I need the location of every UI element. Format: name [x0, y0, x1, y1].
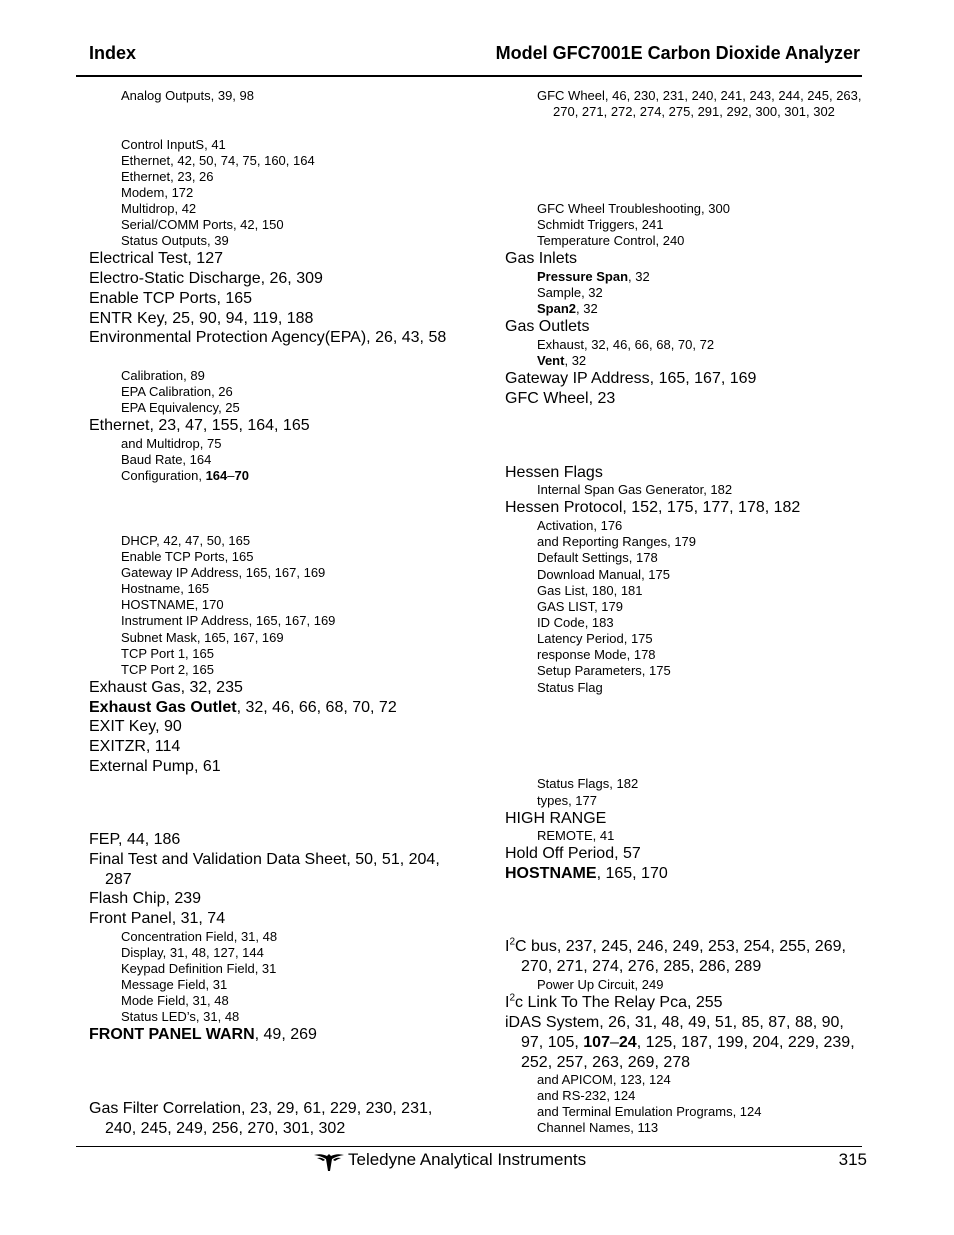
- superscript: 2: [509, 936, 516, 948]
- entry-bold-term: Pressure Span: [537, 269, 629, 284]
- index-subentry: Ethernet, 23, 26: [121, 169, 214, 184]
- index-subentry: Temperature Control, 240: [537, 233, 685, 248]
- entry-pages: , 32: [564, 353, 587, 368]
- index-subentry: EPA Equivalency, 25: [121, 400, 240, 415]
- index-subentry: [521, 269, 865, 285]
- index-subentry: [521, 301, 865, 317]
- index-subentry: Concentration Field, 31, 48: [121, 929, 278, 944]
- index-subentry: response Mode, 178: [537, 647, 656, 662]
- entry-pages: , 165, 170: [596, 865, 668, 882]
- index-subentry: Status Outputs, 39: [121, 233, 229, 248]
- index-subentry: Ethernet, 42, 50, 74, 75, 160, 164: [121, 153, 315, 168]
- index-entry: External Pump, 61: [89, 758, 221, 775]
- footer-rule: [76, 1146, 862, 1147]
- index-entry: Ethernet, 23, 47, 155, 164, 165: [89, 417, 310, 434]
- index-entry: EXITZR, 114: [89, 738, 181, 755]
- index-subentry: Calibration, 89: [121, 368, 205, 383]
- index-subentry: Channel Names, 113: [537, 1120, 659, 1135]
- index-entry: FEP, 44, 186: [89, 831, 181, 848]
- index-entry: Front Panel, 31, 74: [89, 910, 226, 927]
- entry-pages: , 49, 269: [254, 1026, 317, 1043]
- index-entry: Gas Inlets: [505, 250, 578, 267]
- index-subentry: Schmidt Triggers, 241: [537, 217, 664, 232]
- index-subentry: GAS LIST, 179: [537, 599, 623, 614]
- index-subentry: Default Settings, 178: [537, 550, 658, 565]
- index-subentry: REMOTE, 41: [537, 828, 615, 843]
- index-subentry: Power Up Circuit, 249: [537, 977, 664, 992]
- index-entry: Final Test and Validation Data Sheet, 50, 51, 204, 287: [89, 851, 440, 888]
- entry-bold-term: FRONT PANEL WARN: [89, 1026, 255, 1043]
- index-subentry: [521, 353, 865, 369]
- index-subentry: [105, 468, 449, 484]
- entry-bold-term: Span2: [537, 301, 577, 316]
- header-title: Model GFC7001E Carbon Dioxide Analyzer: [495, 43, 860, 63]
- index-subentry: Status Flags, 182: [537, 776, 639, 791]
- index-entry: Enable TCP Ports, 165: [89, 290, 253, 307]
- index-subentry: Activation, 176: [537, 518, 623, 533]
- entry-pages: , 32: [576, 301, 598, 316]
- index-subentry: Setup Parameters, 175: [537, 663, 671, 678]
- index-entry: HIGH RANGE: [505, 810, 607, 827]
- entry-dash: –: [609, 1034, 619, 1051]
- index-entry: Electrical Test, 127: [89, 250, 223, 267]
- index-subentry: Status LED’s, 31, 48: [121, 1009, 240, 1024]
- entry-text: Configuration,: [121, 468, 206, 483]
- index-subentry: Gas List, 180, 181: [537, 583, 643, 598]
- index-subentry: and APICOM, 123, 124: [537, 1072, 671, 1087]
- entry-text: C bus, 237, 245, 246, 249, 253, 254, 255, 269, 270, 271, 274, 276, 285, 286, 289: [515, 938, 846, 975]
- index-subentry: TCP Port 2, 165: [121, 662, 214, 677]
- index-subentry: Modem, 172: [121, 185, 194, 200]
- index-entry: GFC Wheel, 23: [505, 390, 616, 407]
- index-subentry: EPA Calibration, 26: [121, 384, 233, 399]
- entry-bold-page: 24: [618, 1034, 637, 1051]
- index-subentry: Gateway IP Address, 165, 167, 169: [121, 565, 326, 580]
- header-section: Index: [89, 43, 137, 63]
- index-subentry: Sample, 32: [537, 285, 603, 300]
- index-subentry: Analog Outputs, 39, 98: [121, 88, 254, 103]
- index-subentry: GFC Wheel, 46, 230, 231, 240, 241, 243, 244, 245, 263, 270, 271, 272, 274, 275, 291, 292, 300, 301, 302: [537, 88, 862, 119]
- index-entry: Hessen Flags: [505, 464, 603, 481]
- entry-bold-term: Exhaust Gas Outlet: [89, 699, 237, 716]
- index-subentry: DHCP, 42, 47, 50, 165: [121, 533, 251, 548]
- entry-text: c Link To The Relay Pca, 255: [515, 994, 723, 1011]
- index-entry: Hessen Protocol, 152, 175, 177, 178, 182: [505, 499, 801, 516]
- index-entry: Exhaust Gas, 32, 235: [89, 679, 243, 696]
- index-subentry: Control InputS, 41: [121, 137, 226, 152]
- index-entry: Gas Outlets: [505, 318, 590, 335]
- footer-company: Teledyne Analytical Instruments: [348, 1150, 587, 1169]
- header-rule: [76, 75, 862, 77]
- index-entry: Environmental Protection Agency(EPA), 26, 43, 58: [89, 329, 447, 346]
- index-subentry: ID Code, 183: [537, 615, 614, 630]
- index-subentry: Display, 31, 48, 127, 144: [121, 945, 264, 960]
- index-subentry: Latency Period, 175: [537, 631, 653, 646]
- index-entry: [89, 698, 449, 718]
- index-entry: [505, 937, 865, 977]
- index-entry: [505, 864, 865, 884]
- index-entry: [89, 1025, 449, 1045]
- index-entry: Gateway IP Address, 165, 167, 169: [505, 370, 757, 387]
- index-subentry: Status Flag: [537, 680, 603, 695]
- entry-pages: , 32, 46, 66, 68, 70, 72: [236, 699, 397, 716]
- entry-pages: , 32: [628, 269, 650, 284]
- index-subentry: Enable TCP Ports, 165: [121, 549, 254, 564]
- index-entry: Flash Chip, 239: [89, 890, 202, 907]
- index-subentry: and RS-232, 124: [537, 1088, 636, 1103]
- index-subentry: Exhaust, 32, 46, 66, 68, 70, 72: [537, 337, 715, 352]
- index-entry: Gas Filter Correlation, 23, 29, 61, 229, 230, 231, 240, 245, 249, 256, 270, 301, 302: [89, 1100, 433, 1137]
- teledyne-logo-icon: [313, 1152, 345, 1172]
- index-entry: Electro-Static Discharge, 26, 309: [89, 270, 323, 287]
- superscript: 2: [509, 992, 516, 1004]
- index-subentry: Keypad Definition Field, 31: [121, 961, 277, 976]
- index-subentry: Multidrop, 42: [121, 201, 197, 216]
- index-subentry: and Multidrop, 75: [121, 436, 222, 451]
- footer-page-number: 315: [838, 1150, 867, 1169]
- entry-text: iDAS System, 26, 31, 48, 49, 51, 85, 87, 88, 90, 97, 105,: [505, 1014, 844, 1051]
- index-subentry: Internal Span Gas Generator, 182: [537, 482, 733, 497]
- entry-text: I: [505, 938, 510, 955]
- entry-bold-term: HOSTNAME: [505, 865, 597, 882]
- index-subentry: types, 177: [537, 793, 597, 808]
- index-subentry: Baud Rate, 164: [121, 452, 212, 467]
- index-subentry: Download Manual, 175: [537, 567, 670, 582]
- entry-bold-page: 70: [234, 468, 249, 483]
- index-subentry: TCP Port 1, 165: [121, 646, 214, 661]
- index-subentry: Hostname, 165: [121, 581, 210, 596]
- index-subentry: and Reporting Ranges, 179: [537, 534, 697, 549]
- index-entry: [505, 993, 865, 1013]
- index-subentry: Subnet Mask, 165, 167, 169: [121, 630, 284, 645]
- index-subentry: Instrument IP Address, 165, 167, 169: [121, 613, 336, 628]
- entry-text: , 125, 187, 199, 204, 229, 239, 252, 257, 263, 269, 278: [521, 1034, 855, 1071]
- index-subentry: Message Field, 31: [121, 977, 228, 992]
- index-entry: EXIT Key, 90: [89, 718, 182, 735]
- index-subentry: GFC Wheel Troubleshooting, 300: [537, 201, 730, 216]
- entry-dash: –: [227, 468, 235, 483]
- entry-bold-page: 107: [583, 1034, 610, 1051]
- entry-bold-term: Vent: [537, 353, 565, 368]
- index-entry: [505, 1013, 865, 1073]
- index-subentry: Mode Field, 31, 48: [121, 993, 229, 1008]
- entry-text: I: [505, 994, 510, 1011]
- index-entry: Hold Off Period, 57: [505, 845, 641, 862]
- index-subentry: Serial/COMM Ports, 42, 150: [121, 217, 284, 232]
- index-subentry: and Terminal Emulation Programs, 124: [537, 1104, 762, 1119]
- index-entry: ENTR Key, 25, 90, 94, 119, 188: [89, 310, 314, 327]
- entry-bold-page: 164: [205, 468, 228, 483]
- index-subentry: HOSTNAME, 170: [121, 597, 224, 612]
